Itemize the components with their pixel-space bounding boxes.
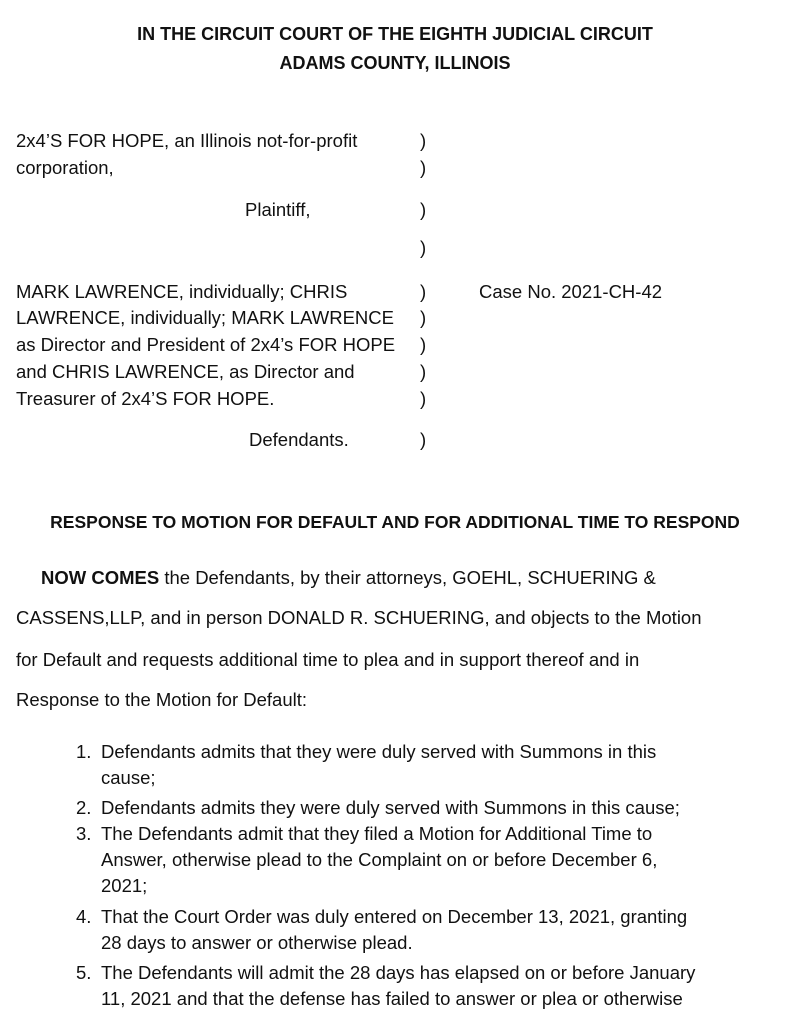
caption-paren: ) <box>420 388 427 409</box>
intro-line-3: for Default and requests additional time to plea and in support thereof and in <box>16 649 640 670</box>
list-number: 1. <box>76 741 92 762</box>
list-item-text <box>101 739 781 791</box>
defendant-line-1: MARK LAWRENCE, individually; CHRIS <box>16 281 348 302</box>
intro-lead: NOW COMES <box>41 567 160 588</box>
list-item-line: Answer, otherwise plead to the Complaint on or before December 6, <box>101 849 658 870</box>
court-name: IN THE CIRCUIT COURT OF THE EIGHTH JUDICIAL CIRCUIT <box>137 24 653 44</box>
list-item-text <box>101 795 781 821</box>
intro-line-1 <box>41 565 656 591</box>
caption-paren: ) <box>420 199 427 220</box>
county-name: ADAMS COUNTY, ILLINOIS <box>279 53 511 73</box>
defendant-line-5: Treasurer of 2x4’S FOR HOPE. <box>16 388 275 409</box>
caption-paren: ) <box>420 334 427 355</box>
defendants-label: Defendants. <box>249 429 349 450</box>
intro-line-2: CASSENS,LLP, and in person DONALD R. SCHUERING, and objects to the Motion <box>16 607 702 628</box>
caption-paren: ) <box>420 281 427 302</box>
list-item-line: That the Court Order was duly entered on December 13, 2021, granting <box>101 906 688 927</box>
list-item-line: 2021; <box>101 875 148 896</box>
defendant-line-4: and CHRIS LAWRENCE, as Director and <box>16 361 355 382</box>
list-item-line: 11, 2021 and that the defense has failed to answer or plea or otherwise <box>101 988 683 1009</box>
caption-paren: ) <box>420 157 427 178</box>
plaintiff-name-line-2: corporation, <box>16 157 114 178</box>
list-item-line: The Defendants will admit the 28 days has elapsed on or before January <box>101 962 696 983</box>
list-item-text <box>101 904 781 956</box>
list-number: 2. <box>76 797 92 818</box>
case-number: Case No. 2021-CH-42 <box>479 281 663 302</box>
caption-paren: ) <box>420 237 427 258</box>
defendant-line-3: as Director and President of 2x4’s FOR HOPE <box>16 334 396 355</box>
intro-line-1-rest: the Defendants, by their attorneys, GOEHL, SCHUERING & <box>159 567 656 588</box>
list-item-line: Defendants admits they were duly served with Summons in this cause; <box>101 797 680 818</box>
court-header <box>0 20 790 78</box>
intro-line-4: Response to the Motion for Default: <box>16 689 308 710</box>
list-item-text <box>101 960 781 1012</box>
list-number: 4. <box>76 906 92 927</box>
caption-paren: ) <box>420 429 427 450</box>
list-item-line: The Defendants admit that they filed a Motion for Additional Time to <box>101 823 653 844</box>
plaintiff-label: Plaintiff, <box>245 199 311 220</box>
list-number: 5. <box>76 962 92 983</box>
document-title: RESPONSE TO MOTION FOR DEFAULT AND FOR ADDITIONAL TIME TO RESPOND <box>50 512 740 532</box>
caption-paren: ) <box>420 361 427 382</box>
list-item-line: Defendants admits that they were duly served with Summons in this <box>101 741 657 762</box>
list-item-line: cause; <box>101 767 156 788</box>
list-number: 3. <box>76 823 92 844</box>
plaintiff-name-line-1: 2x4’S FOR HOPE, an Illinois not-for-profit <box>16 130 358 151</box>
list-item-text <box>101 821 781 899</box>
defendant-line-2: LAWRENCE, individually; MARK LAWRENCE <box>16 307 394 328</box>
list-item-line: 28 days to answer or otherwise plead. <box>101 932 413 953</box>
caption-paren: ) <box>420 307 427 328</box>
caption-paren: ) <box>420 130 427 151</box>
